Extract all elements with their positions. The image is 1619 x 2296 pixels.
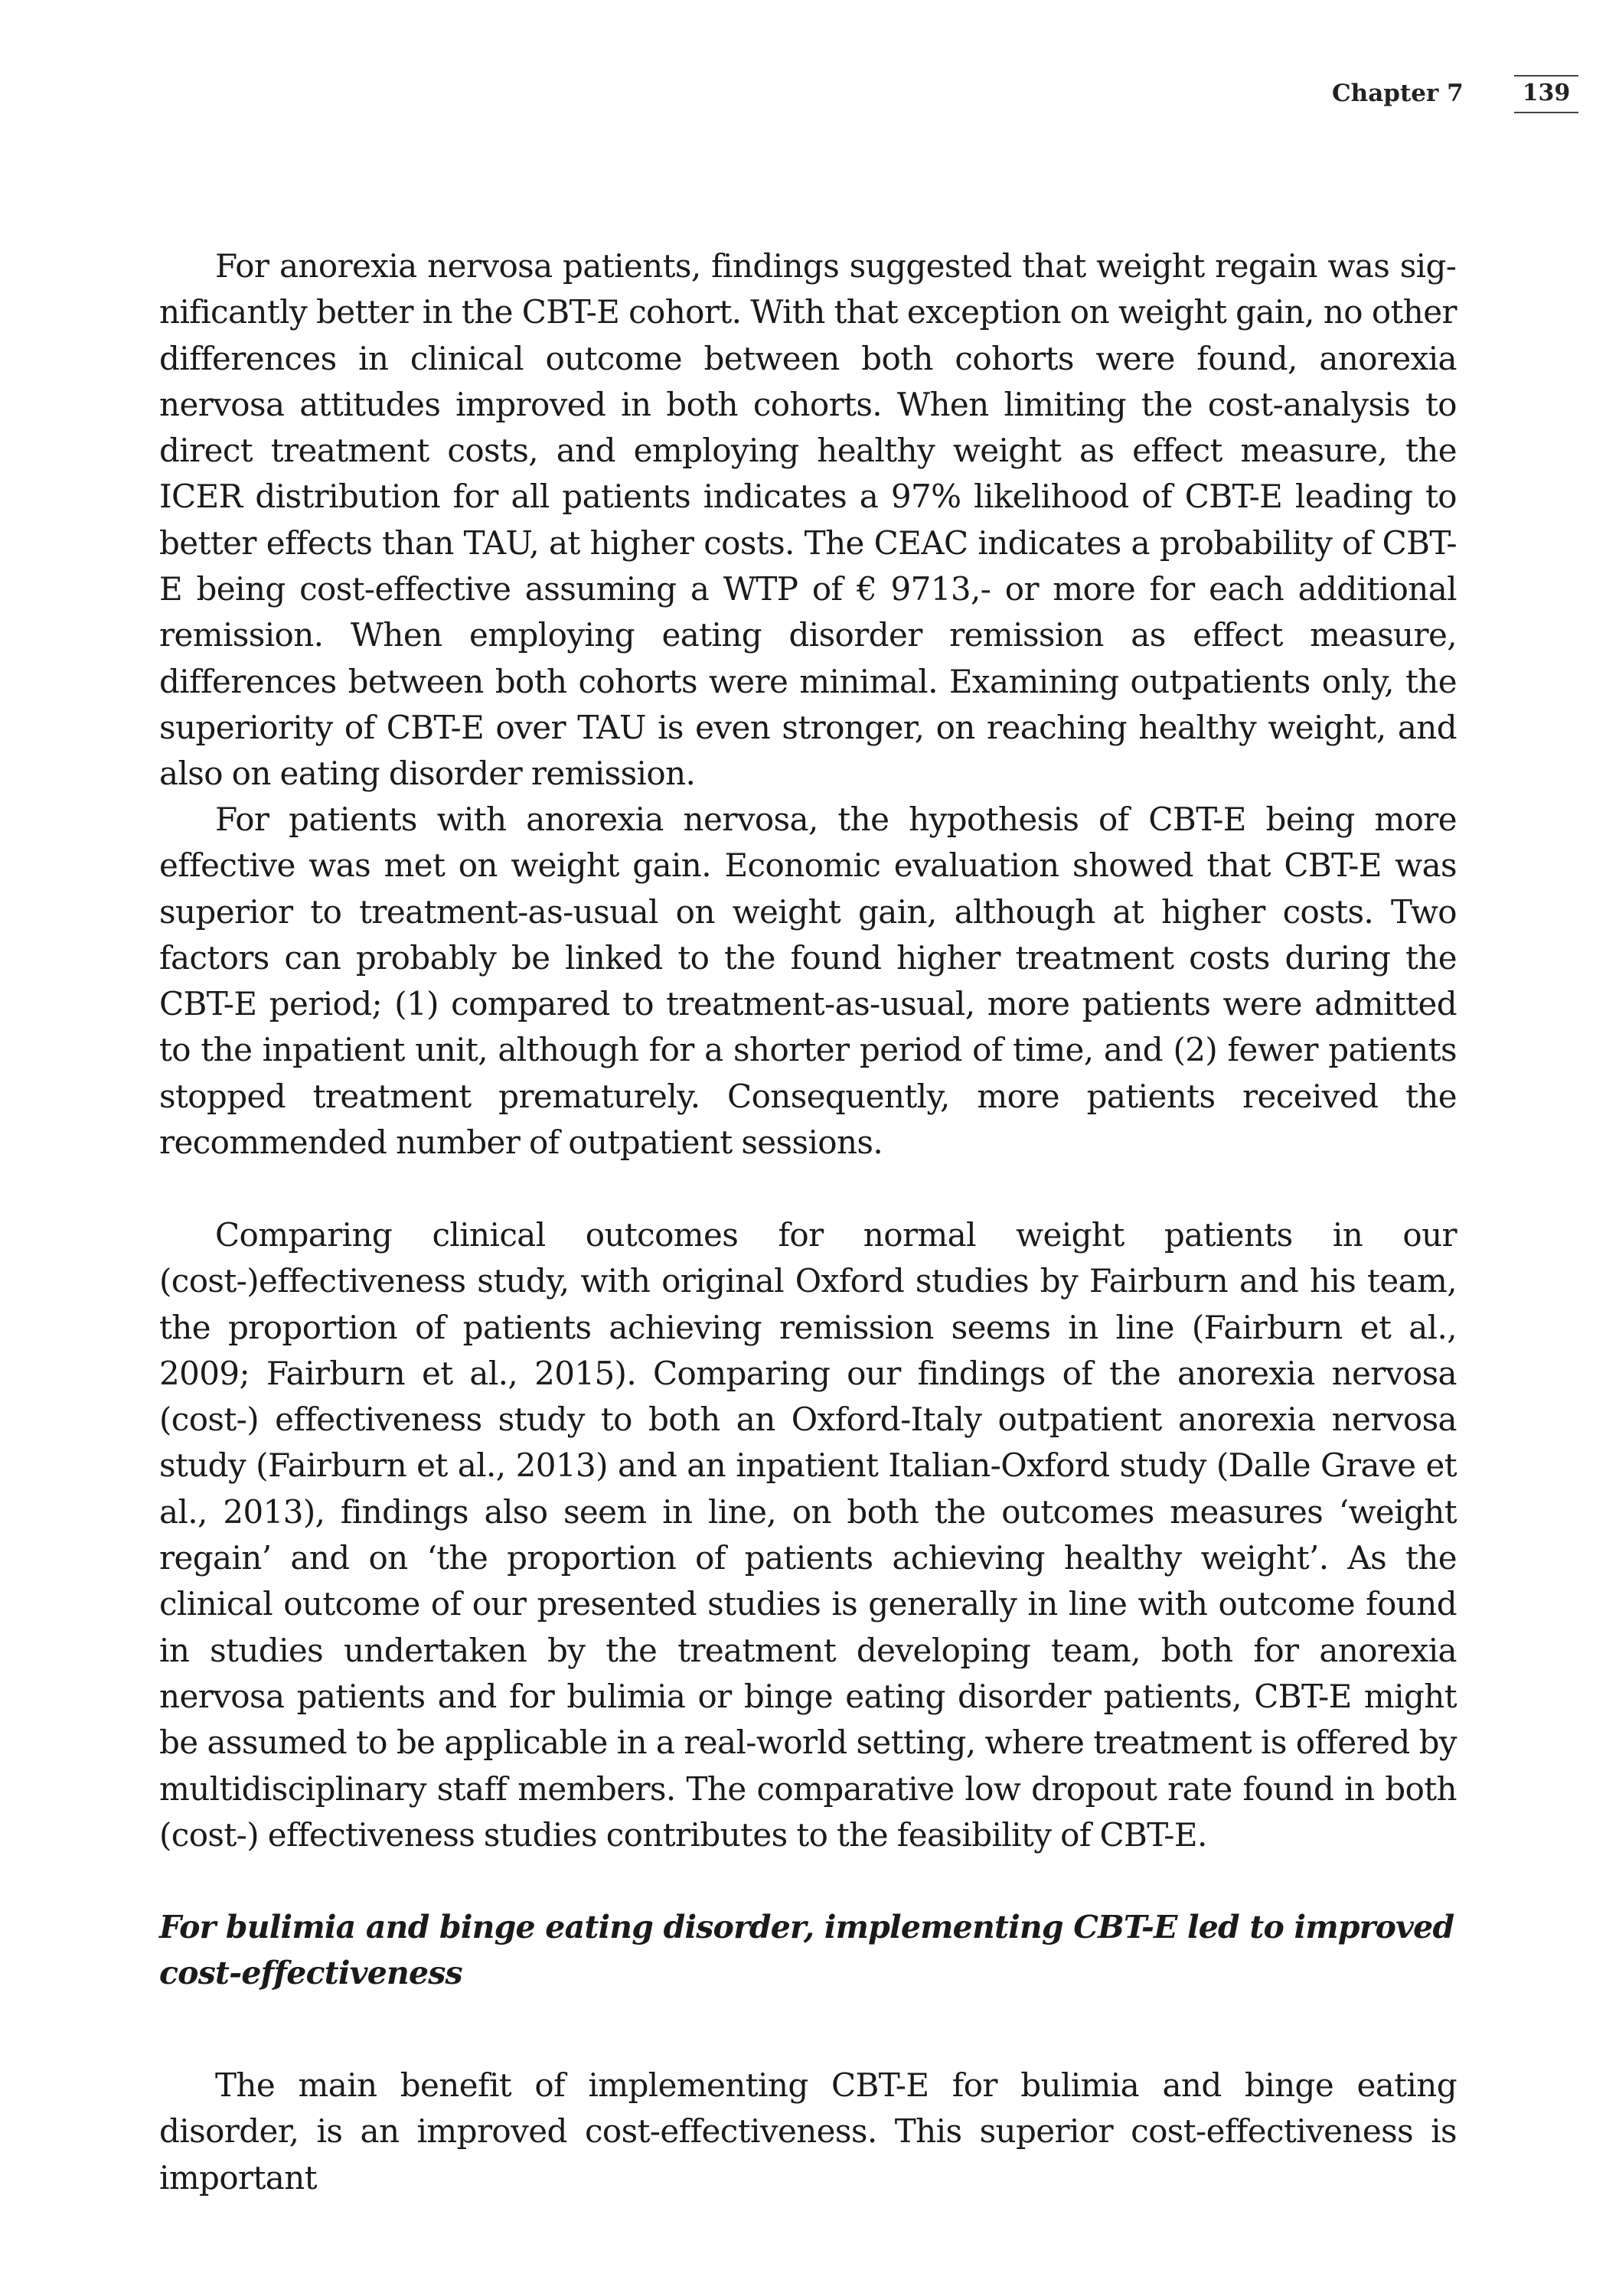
running-head-chapter: Chapter 7 — [1332, 80, 1464, 107]
paragraph-anorexia-findings: For anorexia nervosa patients, findings suggested that weight regain was significantly better in the CBT-E cohort. With that exception on weight gain, no other differences in clinical outcome between both cohorts were found, anorexia nervosa attitudes improved in both cohorts. When limiting the cost-analysis to direct treatment costs, and employing healthy weight as effect measure, the ICER distribution for all patients indicates a 97% likelihood of CBT-E leading to better effects than TAU, at higher costs. The CEAC indicates a probability of CBT-E being cost-effective assuming a WTP of € 9713,- or more for each additional remission. When employing eating disorder remission as effect measure, differences between both cohorts were minimal. Examining outpatients only, the superiority of CBT-E over TAU is even stronger, on reaching healthy weight, and also on eating disorder remission. — [159, 247, 1457, 793]
page-number: 139 — [1514, 75, 1578, 113]
paragraph-main-benefit: The main benefit of implementing CBT-E for bulimia and binge eating disorder, is an improved cost-effectiveness. This superior cost-effectiveness is important — [159, 2066, 1457, 2197]
paragraph-anorexia-hypothesis: For patients with anorexia nervosa, the hypothesis of CBT-E being more effective was met on weight gain. Economic evaluation showed that CBT-E was superior to treatment-as-usual on weight gain, although at higher costs. Two factors can probably be linked to the found higher treatment costs during the CBT-E period; (1) compared to treatment-as-usual, more patients were admitted to the inpatient unit, although for a shorter period of time, and (2) fewer patients stopped treatment prematurely. Consequently, more patients received the recommended number of outpatient sessions. — [159, 801, 1457, 1162]
paragraph-clinical-comparison: Comparing clinical outcomes for normal weight patients in our (cost-)effectiveness study, with original Oxford studies by Fairburn and his team, the proportion of patients achieving remission seems in line (Fairburn et al., 2009; Fairburn et al., 2015). Comparing our findings of the anorexia nervosa (cost-) effectiveness study to both an Oxford-Italy outpatient anorexia nervosa study (Fairburn et al., 2013) and an inpatient Italian-Oxford study (Dalle Grave et al., 2013), findings also seem in line, on both the outcomes measures ‘weight regain’ and on ‘the proportion of patients achieving healthy weight’. As the clinical outcome of our presented studies is generally in line with outcome found in studies undertaken by the treatment developing team, both for anorexia nervosa patients and for bulimia or binge eating disorder patients, CBT-E might be assumed to be applicable in a real-world setting, where treatment is offered by multidisciplinary staff members. The comparative low dropout rate found in both (cost-) effectiveness studies contributes to the feasibility of CBT-E. — [159, 1216, 1457, 1854]
section-subheading: For bulimia and binge eating disorder, implementing CBT-E led to improved cost-effectiveness — [159, 1909, 1454, 1991]
